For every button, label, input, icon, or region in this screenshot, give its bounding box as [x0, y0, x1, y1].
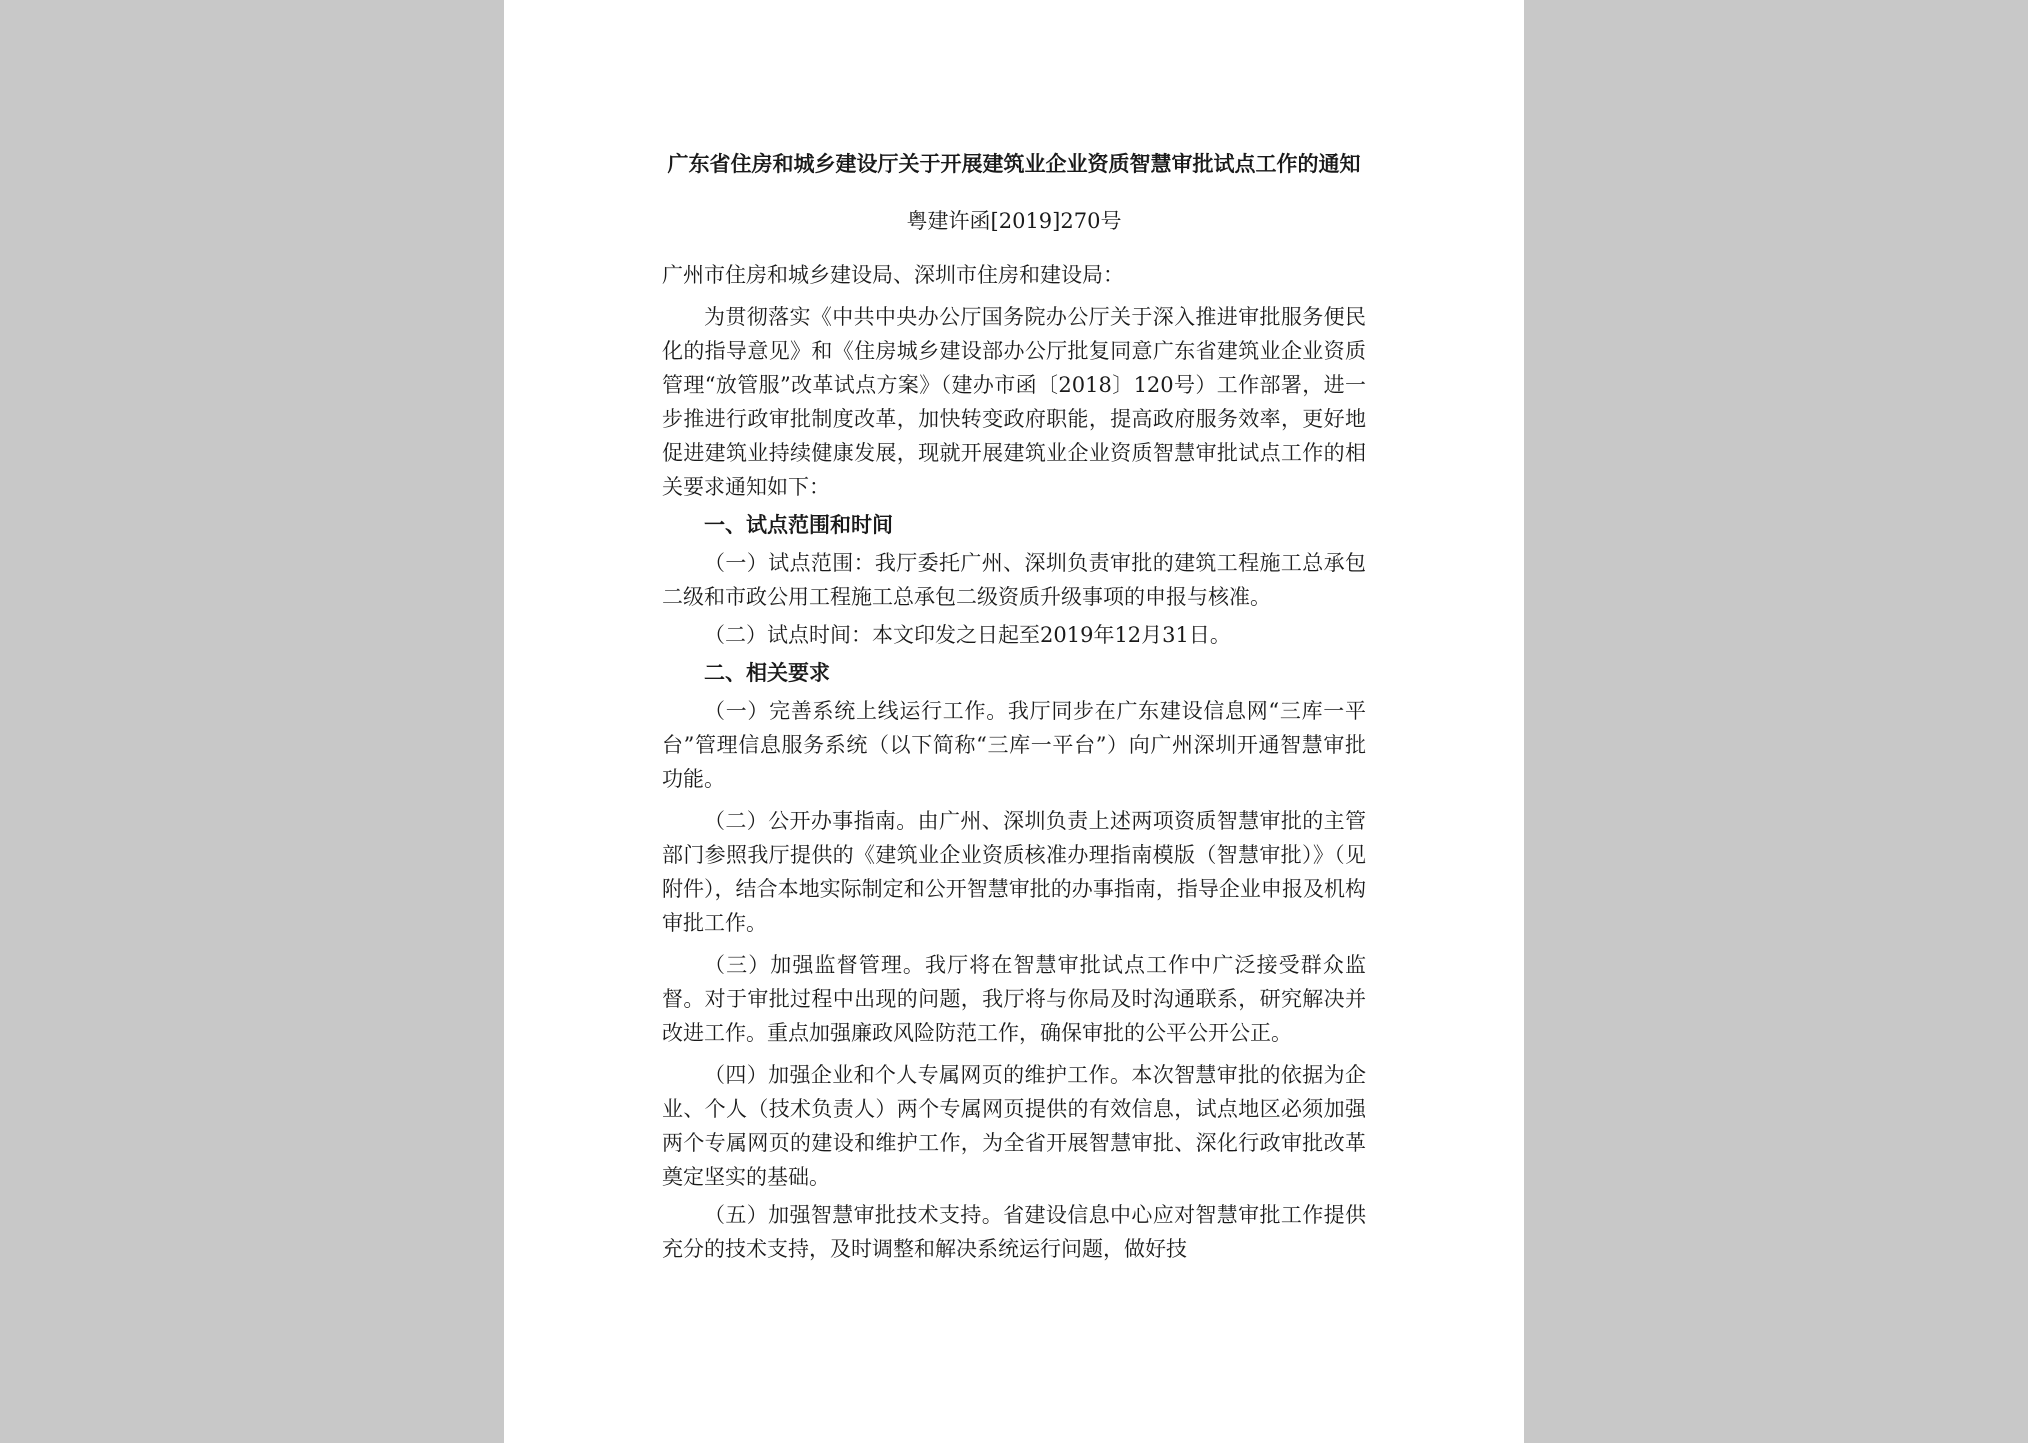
intro-paragraph: 为贯彻落实《中共中央办公厅国务院办公厅关于深入推进审批服务便民化的指导意见》和《住房城乡建设部办公厅批复同意广东省建筑业企业资质管理“放管服”改革试点方案》（建办市函〔2018〕120号）工作部署，进一步推进行政审批制度改革，加快转变政府职能，提高政府服务效率，更好地促进建筑业持续健康发展，现就开展建筑业企业资质智慧审批试点工作的相关要求通知如下： — [662, 305, 1366, 499]
paragraph-scope: （一）试点范围：我厅委托广州、深圳负责审批的建筑工程施工总承包二级和市政公用工程施工总承包二级资质升级事项的申报与核准。 — [662, 551, 1366, 609]
section-heading-requirements: 二、相关要求 — [704, 661, 830, 685]
salutation: 广州市住房和城乡建设局、深圳市住房和建设局： — [662, 263, 1124, 287]
paragraph-requirement-3: （三）加强监督管理。我厅将在智慧审批试点工作中广泛接受群众监督。对于审批过程中出现的问题，我厅将与你局及时沟通联系，研究解决并改进工作。重点加强廉政风险防范工作，确保审批的公平公开公正。 — [662, 953, 1366, 1045]
document-title: 广东省住房和城乡建设厅关于开展建筑业企业资质智慧审批试点工作的通知 — [667, 152, 1361, 176]
paragraph-requirement-5: （五）加强智慧审批技术支持。省建设信息中心应对智慧审批工作提供充分的技术支持，及时调整和解决系统运行问题，做好技 — [662, 1203, 1366, 1261]
paragraph-requirement-1: （一）完善系统上线运行工作。我厅同步在广东建设信息网“三库一平台”管理信息服务系统（以下简称“三库一平台”）向广州深圳开通智慧审批功能。 — [662, 699, 1366, 791]
paragraph-requirement-2: （二）公开办事指南。由广州、深圳负责上述两项资质智慧审批的主管部门参照我厅提供的《建筑业企业资质核准办理指南模版（智慧审批）》（见附件），结合本地实际制定和公开智慧审批的办事指南，指导企业申报及机构审批工作。 — [662, 809, 1366, 935]
paragraph-time: （二）试点时间：本文印发之日起至2019年12月31日。 — [704, 623, 1231, 647]
section-heading-scope: 一、试点范围和时间 — [704, 513, 893, 537]
document-page — [504, 0, 1524, 1443]
paragraph-requirement-4: （四）加强企业和个人专属网页的维护工作。本次智慧审批的依据为企业、个人（技术负责人）两个专属网页提供的有效信息，试点地区必须加强两个专属网页的建设和维护工作，为全省开展智慧审批、深化行政审批改革奠定坚实的基础。 — [662, 1063, 1366, 1189]
document-number: 粤建许函[2019]270号 — [906, 209, 1122, 233]
